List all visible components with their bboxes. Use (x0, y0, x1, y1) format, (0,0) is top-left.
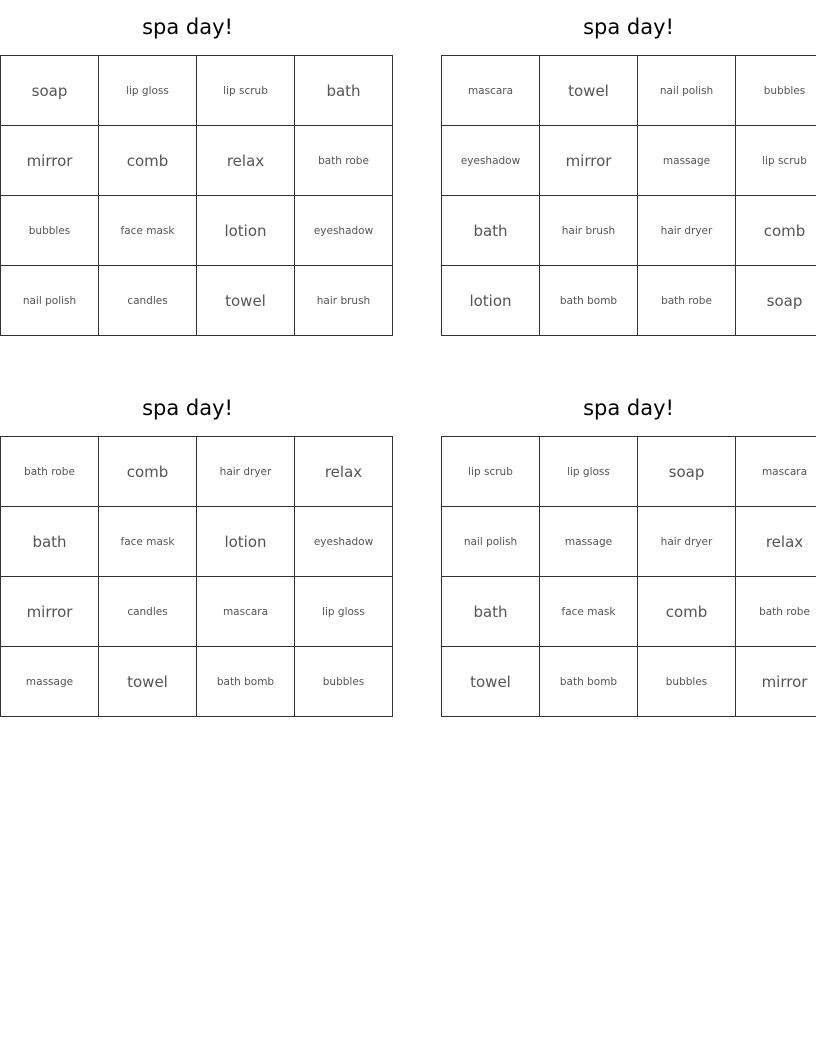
bingo-grid (441, 436, 816, 717)
grid-cell: face mask (99, 196, 197, 266)
grid-cell: lip scrub (442, 437, 540, 507)
grid-row (442, 507, 816, 577)
grid-cell: soap (638, 437, 736, 507)
grid-cell: bath (1, 507, 99, 577)
grid-cell: comb (638, 577, 736, 647)
grid-cell: hair brush (540, 196, 638, 266)
grid-row (442, 647, 816, 717)
card-title: spa day! (142, 396, 233, 420)
grid-cell: nail polish (442, 507, 540, 577)
grid-cell: bath robe (638, 266, 736, 336)
bingo-grid (0, 55, 393, 336)
grid-row (442, 126, 816, 196)
grid-row (442, 437, 816, 507)
grid-cell: nail polish (638, 56, 736, 126)
grid-cell: lotion (197, 196, 295, 266)
grid-cell: bath (442, 577, 540, 647)
grid-cell: bubbles (736, 56, 816, 126)
grid-cell: massage (1, 647, 99, 717)
grid-row (1, 126, 393, 196)
grid-cell: bath robe (736, 577, 816, 647)
grid-cell: comb (99, 126, 197, 196)
grid-row (442, 196, 816, 266)
grid-row (1, 266, 393, 336)
grid-cell: lip scrub (736, 126, 816, 196)
grid-cell: soap (736, 266, 816, 336)
grid-cell: mascara (736, 437, 816, 507)
grid-cell: bubbles (295, 647, 393, 717)
grid-cell: lip scrub (197, 56, 295, 126)
grid-cell: mirror (540, 126, 638, 196)
grid-cell: lotion (197, 507, 295, 577)
grid-cell: lip gloss (295, 577, 393, 647)
grid-cell: hair dryer (197, 437, 295, 507)
grid-cell: eyeshadow (295, 507, 393, 577)
grid-cell: bath (295, 56, 393, 126)
grid-row (1, 507, 393, 577)
grid-cell: relax (295, 437, 393, 507)
grid-row (442, 577, 816, 647)
grid-cell: face mask (99, 507, 197, 577)
grid-cell: candles (99, 266, 197, 336)
grid-cell: towel (442, 647, 540, 717)
grid-cell: towel (197, 266, 295, 336)
grid-cell: relax (197, 126, 295, 196)
grid-cell: comb (99, 437, 197, 507)
grid-row (1, 437, 393, 507)
grid-cell: mascara (442, 56, 540, 126)
grid-cell: lip gloss (540, 437, 638, 507)
bingo-grid (0, 436, 393, 717)
grid-cell: mirror (1, 577, 99, 647)
grid-row (1, 196, 393, 266)
grid-cell: mascara (197, 577, 295, 647)
grid-cell: hair dryer (638, 196, 736, 266)
grid-cell: bath bomb (197, 647, 295, 717)
grid-cell: mirror (736, 647, 816, 717)
grid-cell: relax (736, 507, 816, 577)
card-title: spa day! (583, 15, 674, 39)
grid-cell: bath (442, 196, 540, 266)
grid-cell: bath bomb (540, 647, 638, 717)
grid-row (1, 577, 393, 647)
bingo-grid (441, 55, 816, 336)
grid-cell: massage (540, 507, 638, 577)
grid-cell: bath bomb (540, 266, 638, 336)
grid-cell: bubbles (638, 647, 736, 717)
grid-row (1, 56, 393, 126)
grid-row (1, 647, 393, 717)
grid-cell: comb (736, 196, 816, 266)
grid-row (442, 56, 816, 126)
grid-cell: hair brush (295, 266, 393, 336)
grid-cell: lip gloss (99, 56, 197, 126)
grid-cell: soap (1, 56, 99, 126)
grid-cell: eyeshadow (442, 126, 540, 196)
grid-cell: candles (99, 577, 197, 647)
grid-cell: towel (99, 647, 197, 717)
grid-cell: mirror (1, 126, 99, 196)
grid-cell: face mask (540, 577, 638, 647)
grid-cell: hair dryer (638, 507, 736, 577)
grid-cell: bubbles (1, 196, 99, 266)
grid-row (442, 266, 816, 336)
grid-cell: bath robe (1, 437, 99, 507)
grid-cell: towel (540, 56, 638, 126)
grid-cell: massage (638, 126, 736, 196)
grid-cell: bath robe (295, 126, 393, 196)
grid-cell: nail polish (1, 266, 99, 336)
grid-cell: lotion (442, 266, 540, 336)
card-title: spa day! (142, 15, 233, 39)
grid-cell: eyeshadow (295, 196, 393, 266)
card-title: spa day! (583, 396, 674, 420)
